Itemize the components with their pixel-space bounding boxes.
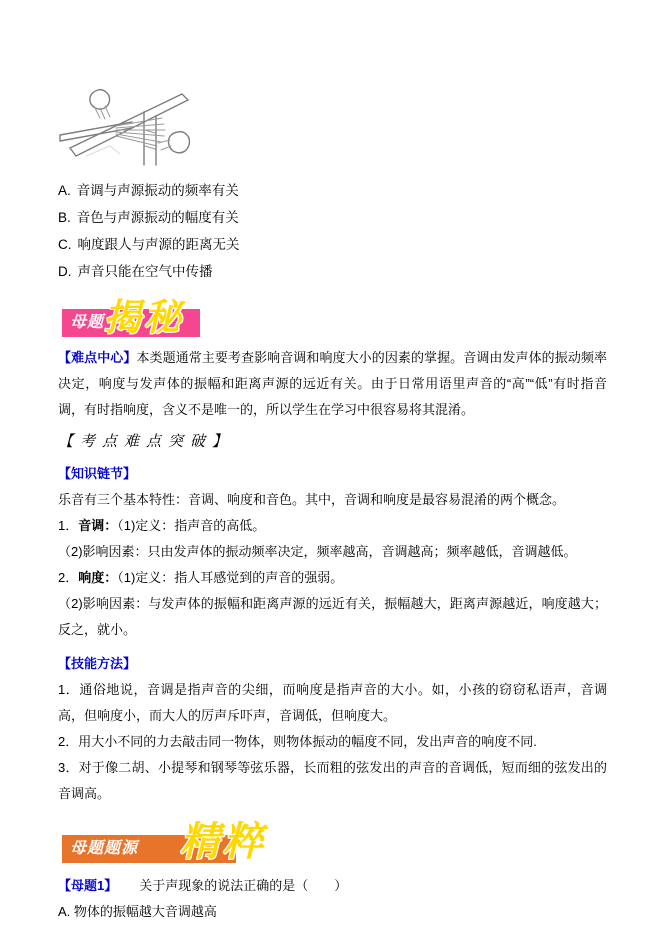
zhishi-header: 【知识链节】 [58,466,137,481]
zhishi-item-1 [58,513,607,539]
zhishi-item-2b: （2)影响因素：与发声体的振幅和距离声源的远近有关，振幅越大，距离声源越近，响度越大；反之，就小。 [58,596,607,637]
option-label: B. [58,210,71,225]
question-options [58,177,607,285]
option-label: A. [58,904,71,919]
nandian-header: 【难点中心】 [58,350,137,365]
zhishi-item-1b: （2)影响因素：只由发声体的振动频率决定，频率越高，音调越高；频率越低，音调越低。 [58,544,577,559]
item-text: （1)定义：指声音的高低。 [117,518,266,533]
item-term: 音调： [78,518,118,533]
option-label: C. [58,237,72,252]
item-term: 响度： [78,570,118,585]
option-a [58,177,607,204]
zhishi-item-2 [58,565,607,591]
option-text: 物体的振幅越大音调越高 [73,904,217,919]
item-number: 2． [58,570,79,585]
banner-title: 揭秘 [104,297,184,338]
option-text: 声音只能在空气中传播 [77,264,213,279]
jineng-item-2: 2．用大小不同的力去敲击同一物体，则物体振动的幅度不同，发出声音的响度不同. [58,734,537,749]
muti1-question: 关于声现象的说法正确的是（ ） [139,878,348,893]
nandian-paragraph [58,345,607,423]
nandian-text: 本类题通常主要考查影响音调和响度大小的因素的掌握。音调由发声体的振动频率决定，响度与发声体的振幅和距离声源的远近有关。由于日常用语里声音的“高”“低”有时指音调，有时指响度，含义不是唯一的，所以学生在学习中很容易将其混淆。 [58,350,607,417]
option-b [58,204,607,231]
zhishi-intro: 乐音有三个基本特性：音调、响度和音色。其中，音调和响度是最容易混淆的两个概念。 [58,492,566,507]
banner-muti-jiemi [58,295,607,339]
banner-title: 精粹 [180,820,266,864]
option-d [58,258,607,285]
option-text: 响度跟人与声源的距离无关 [77,237,240,252]
banner-tag: 母题 [62,309,200,337]
ruler-experiment-figure [58,88,198,166]
option-text: 音调与声源振动的频率有关 [76,183,239,198]
option-text: 音色与声源振动的幅度有关 [76,210,239,225]
banner-muti-jingcui [58,821,607,865]
item-number: 1． [58,518,79,533]
option-label: D. [58,264,72,279]
jineng-header: 【技能方法】 [58,656,137,671]
muti1-question-line [58,873,607,899]
option-c [58,231,607,258]
muti1-header: 【母题1】 [58,878,118,893]
muti1-option-a [58,899,607,925]
option-label: A. [58,183,71,198]
item-text: （1)定义：指人耳感觉到的声音的强弱。 [117,570,344,585]
kaodian-header: 【考点难点突破】 [58,434,235,450]
banner-tag: 母题题源 [62,835,236,863]
jineng-item-3: 3．对于像二胡、小提琴和钢琴等弦乐器，长而粗的弦发出的声音的音调低，短而细的弦发出的音调高。 [58,760,607,801]
jineng-item-1: 1．通俗地说，音调是指声音的尖细，而响度是指声音的大小。如，小孩的窃窃私语声，音调高，但响度小，而大人的厉声斥吓声，音调低，但响度大。 [58,682,607,723]
